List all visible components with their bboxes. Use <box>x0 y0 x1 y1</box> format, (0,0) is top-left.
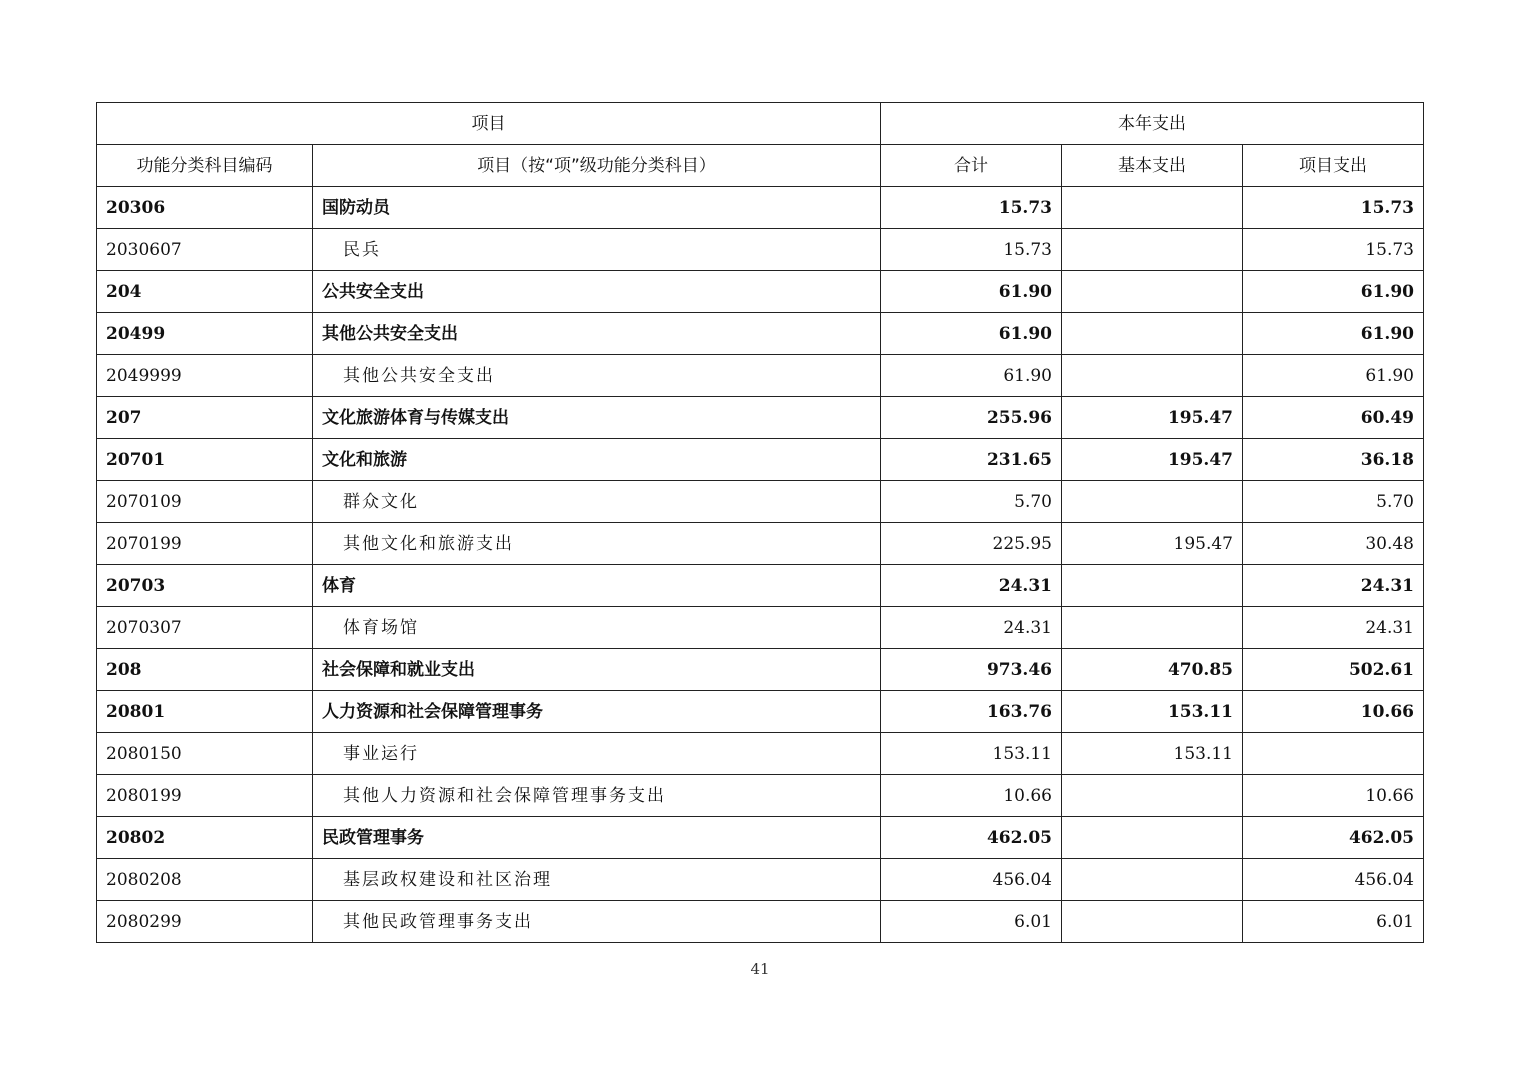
cell-project: 502.61 <box>1243 649 1424 691</box>
cell-name <box>313 775 881 817</box>
cell-name <box>313 439 881 481</box>
cell-name <box>313 607 881 649</box>
table-row <box>97 859 1424 901</box>
cell-basic <box>1062 817 1243 859</box>
header-expense-group: 本年支出 <box>881 103 1424 145</box>
table-row <box>97 481 1424 523</box>
cell-name-text: 文化和旅游 <box>322 449 407 470</box>
cell-basic: 153.11 <box>1062 733 1243 775</box>
cell-name-text: 文化旅游体育与传媒支出 <box>322 407 509 428</box>
table-row <box>97 313 1424 355</box>
cell-basic <box>1062 901 1243 943</box>
cell-total: 163.76 <box>881 691 1062 733</box>
cell-project: 15.73 <box>1243 229 1424 271</box>
cell-total: 15.73 <box>881 187 1062 229</box>
cell-name <box>313 901 881 943</box>
cell-name-text: 基层政权建设和社区治理 <box>343 869 552 890</box>
cell-code: 2070307 <box>97 607 313 649</box>
cell-basic <box>1062 565 1243 607</box>
cell-total: 456.04 <box>881 859 1062 901</box>
cell-name <box>313 229 881 271</box>
table-row <box>97 901 1424 943</box>
cell-basic <box>1062 481 1243 523</box>
cell-project: 10.66 <box>1243 691 1424 733</box>
cell-project: 10.66 <box>1243 775 1424 817</box>
cell-project: 61.90 <box>1243 313 1424 355</box>
table-header <box>97 103 1424 187</box>
cell-name <box>313 481 881 523</box>
table-row <box>97 523 1424 565</box>
header-row-columns <box>97 145 1424 187</box>
cell-name <box>313 649 881 691</box>
table-row <box>97 565 1424 607</box>
cell-basic: 195.47 <box>1062 439 1243 481</box>
cell-total: 24.31 <box>881 607 1062 649</box>
cell-name <box>313 397 881 439</box>
cell-basic: 195.47 <box>1062 397 1243 439</box>
cell-name-text: 其他人力资源和社会保障管理事务支出 <box>343 785 666 806</box>
cell-name-text: 国防动员 <box>322 197 390 218</box>
cell-code: 20499 <box>97 313 313 355</box>
cell-basic <box>1062 187 1243 229</box>
cell-total: 231.65 <box>881 439 1062 481</box>
cell-name-text: 民兵 <box>343 239 381 260</box>
cell-code: 20801 <box>97 691 313 733</box>
cell-name-text: 其他民政管理事务支出 <box>343 911 533 932</box>
cell-project: 462.05 <box>1243 817 1424 859</box>
table-body <box>97 187 1424 943</box>
cell-basic: 195.47 <box>1062 523 1243 565</box>
cell-code: 20802 <box>97 817 313 859</box>
cell-code: 20701 <box>97 439 313 481</box>
cell-total: 61.90 <box>881 271 1062 313</box>
cell-total: 153.11 <box>881 733 1062 775</box>
cell-basic <box>1062 775 1243 817</box>
page-number: 41 <box>750 960 770 978</box>
cell-total: 973.46 <box>881 649 1062 691</box>
table-row <box>97 439 1424 481</box>
cell-total: 15.73 <box>881 229 1062 271</box>
cell-code: 20703 <box>97 565 313 607</box>
header-code: 功能分类科目编码 <box>97 145 313 187</box>
table-row <box>97 229 1424 271</box>
cell-name-text: 事业运行 <box>343 743 419 764</box>
cell-name <box>313 523 881 565</box>
cell-name <box>313 733 881 775</box>
cell-name-text: 社会保障和就业支出 <box>322 659 475 680</box>
cell-name <box>313 355 881 397</box>
cell-project <box>1243 733 1424 775</box>
cell-total: 10.66 <box>881 775 1062 817</box>
table-row <box>97 817 1424 859</box>
header-row-groups <box>97 103 1424 145</box>
cell-code: 20306 <box>97 187 313 229</box>
cell-name-text: 体育场馆 <box>343 617 419 638</box>
cell-basic <box>1062 355 1243 397</box>
cell-code: 2080150 <box>97 733 313 775</box>
cell-total: 255.96 <box>881 397 1062 439</box>
cell-project: 61.90 <box>1243 271 1424 313</box>
cell-name <box>313 187 881 229</box>
cell-total: 225.95 <box>881 523 1062 565</box>
cell-code: 207 <box>97 397 313 439</box>
cell-name-text: 公共安全支出 <box>322 281 424 302</box>
cell-basic <box>1062 859 1243 901</box>
cell-name-text: 其他文化和旅游支出 <box>343 533 514 554</box>
cell-project: 24.31 <box>1243 607 1424 649</box>
cell-code: 2080208 <box>97 859 313 901</box>
header-item-group: 项目 <box>97 103 881 145</box>
cell-name-text: 人力资源和社会保障管理事务 <box>322 701 543 722</box>
cell-name <box>313 691 881 733</box>
cell-basic <box>1062 229 1243 271</box>
header-project: 项目支出 <box>1243 145 1424 187</box>
cell-project: 15.73 <box>1243 187 1424 229</box>
cell-total: 462.05 <box>881 817 1062 859</box>
cell-code: 204 <box>97 271 313 313</box>
cell-basic <box>1062 313 1243 355</box>
cell-project: 30.48 <box>1243 523 1424 565</box>
cell-code: 2080199 <box>97 775 313 817</box>
table-row <box>97 733 1424 775</box>
cell-code: 208 <box>97 649 313 691</box>
cell-total: 61.90 <box>881 313 1062 355</box>
cell-name-text: 群众文化 <box>343 491 419 512</box>
header-basic: 基本支出 <box>1062 145 1243 187</box>
cell-project: 6.01 <box>1243 901 1424 943</box>
table-row <box>97 649 1424 691</box>
cell-name <box>313 817 881 859</box>
cell-name-text: 民政管理事务 <box>322 827 424 848</box>
cell-name <box>313 313 881 355</box>
cell-basic: 153.11 <box>1062 691 1243 733</box>
cell-basic: 470.85 <box>1062 649 1243 691</box>
cell-total: 6.01 <box>881 901 1062 943</box>
cell-name <box>313 859 881 901</box>
cell-name-text: 其他公共安全支出 <box>343 365 495 386</box>
table-row <box>97 775 1424 817</box>
header-name: 项目（按“项”级功能分类科目） <box>313 145 881 187</box>
expense-table-container <box>96 102 1423 943</box>
cell-name <box>313 271 881 313</box>
table-row <box>97 397 1424 439</box>
cell-project: 456.04 <box>1243 859 1424 901</box>
cell-basic <box>1062 271 1243 313</box>
header-total: 合计 <box>881 145 1062 187</box>
cell-code: 2080299 <box>97 901 313 943</box>
cell-project: 61.90 <box>1243 355 1424 397</box>
cell-code: 2049999 <box>97 355 313 397</box>
cell-code: 2070109 <box>97 481 313 523</box>
cell-total: 61.90 <box>881 355 1062 397</box>
cell-total: 24.31 <box>881 565 1062 607</box>
cell-project: 60.49 <box>1243 397 1424 439</box>
expense-table <box>96 102 1424 943</box>
cell-project: 5.70 <box>1243 481 1424 523</box>
cell-code: 2070199 <box>97 523 313 565</box>
cell-basic <box>1062 607 1243 649</box>
cell-project: 24.31 <box>1243 565 1424 607</box>
table-row <box>97 691 1424 733</box>
cell-code: 2030607 <box>97 229 313 271</box>
cell-name-text: 其他公共安全支出 <box>322 323 458 344</box>
table-row <box>97 271 1424 313</box>
table-row <box>97 187 1424 229</box>
cell-project: 36.18 <box>1243 439 1424 481</box>
table-row <box>97 355 1424 397</box>
cell-total: 5.70 <box>881 481 1062 523</box>
cell-name <box>313 565 881 607</box>
cell-name-text: 体育 <box>322 575 356 596</box>
table-row <box>97 607 1424 649</box>
